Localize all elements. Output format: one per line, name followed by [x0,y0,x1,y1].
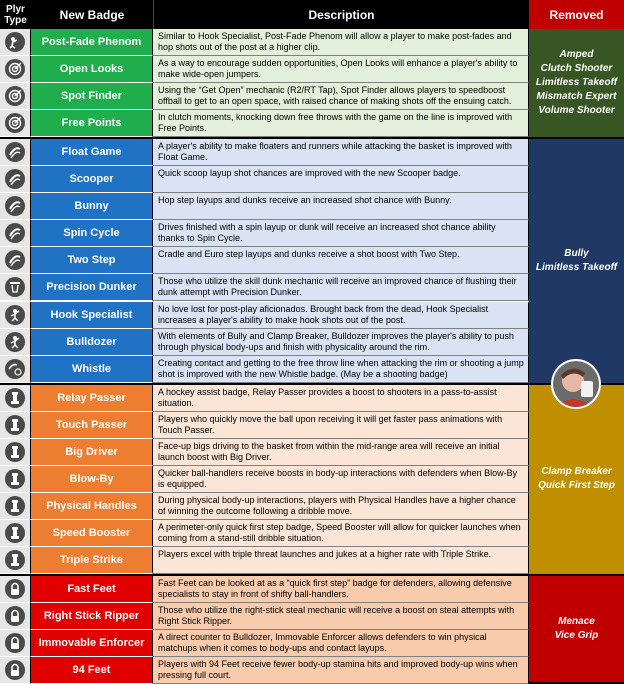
badge-name: Spin Cycle [31,220,153,247]
player-type-cell [0,193,31,220]
table-row [0,139,529,166]
removed-badge-name: Volume Shooter [538,105,615,117]
finishing-icon [5,223,25,243]
removed-badges-defense [529,576,624,684]
removed-badges-playmaking [529,385,624,576]
badge-description: Similar to Hook Specialist, Post-Fade Phenom will allow a player to make post-fades and hop shots out of the post at a higher clip. [153,29,529,56]
table-row [0,302,529,329]
badge-name: Bunny [31,193,153,220]
player-type-cell [0,493,31,520]
badge-name: Blow-By [31,466,153,493]
lock-icon [5,579,25,599]
header-type-line2: Type [4,14,27,26]
header-new-badge: New Badge [31,0,153,29]
badge-name: Bulldozer [31,329,153,356]
playmaking-icon [5,442,25,462]
removed-badge-name: Mismatch Expert [536,91,617,103]
badge-description: Those who utilize the skill dunk mechanic will receive an improved chance of flushing their dunk attempt with Precision Dunker. [153,274,529,301]
table-row [0,520,529,547]
table-row [0,356,529,383]
badge-description: Players who quickly move the ball upon receiving it will get faster pass animations with Touch Passer. [153,412,529,439]
table-row [0,493,529,520]
badge-name: Free Points [31,110,153,137]
badge-description: A perimeter-only quick first step badge, Speed Booster will allow for quicker launches when coming from a stand-still dribble situation. [153,520,529,547]
player-type-cell [0,274,31,301]
badge-description: Using the “Get Open” mechanic (R2/RT Tap), Spot Finder allows players to speedboost offball to get to an open space, with raised chance of making shots off the ensuing catch. [153,83,529,110]
table-row [0,576,529,603]
removed-badge-name: Limitless Takeoff [535,261,618,273]
player-type-cell [0,83,31,110]
table-row [0,166,529,193]
playmaking-icon [5,523,25,543]
removed-badge-name: Clutch Shooter [540,63,613,75]
header-removed: Removed [529,0,624,29]
playmaking-icon [5,469,25,489]
lock-icon [5,606,25,626]
playmaking-icon [5,415,25,435]
badge-description: As a way to encourage sudden opportunities, Open Looks will enhance a player's ability to make wide-open jumpers. [153,56,529,83]
badge-name: Scooper [31,166,153,193]
player-type-cell [0,576,31,603]
player-type-cell [0,412,31,439]
badge-name: Physical Handles [31,493,153,520]
finishing-icon [5,250,25,270]
badge-name: Speed Booster [31,520,153,547]
table-row [0,385,529,412]
badge-name: Float Game [31,139,153,166]
table-row [0,56,529,83]
player-type-cell [0,110,31,137]
player-type-cell [0,166,31,193]
table-row [0,329,529,356]
playmaking-icon [5,550,25,570]
removed-badges-finishing [529,139,624,384]
table-row [0,630,529,657]
badge-name: Touch Passer [31,412,153,439]
removed-badges-shooting [529,29,624,139]
dunk-icon [5,277,25,297]
table-row [0,603,529,630]
badge-description: No love lost for post-play aficionados. Brought back from the dead, Hook Specialist increases a player's ability to make hook shots out of the post. [153,302,529,329]
removed-badge-name: Amped [559,49,594,61]
badge-description: Players excel with triple threat launches and jukes at a higher rate with Triple Strike. [153,547,529,574]
badge-description: Quick scoop layup shot chances are improved with the new Scooper badge. [153,166,529,193]
lock-icon [5,660,25,680]
badge-name: Right Stick Ripper [31,603,153,630]
shooting-target-icon [5,113,25,133]
badge-description: Face-up bigs driving to the basket from within the mid-range area will receive an initial launch boost with Big Driver. [153,439,529,466]
player-type-cell [0,439,31,466]
player-type-cell [0,466,31,493]
removed-badge-name: Quick First Step [538,480,615,492]
badge-name: Immovable Enforcer [31,630,153,657]
badge-name: Relay Passer [31,385,153,412]
removed-badge-name: Vice Grip [554,630,599,642]
badge-description: With elements of Bully and Clamp Breaker, Bulldozer improves the player's ability to push through physical body-ups and finish with physicality around the rim. [153,329,529,356]
finishing-icon [5,196,25,216]
table-row [0,274,529,301]
player-type-cell [0,356,31,383]
finishing-shooting-icon [5,359,25,379]
badge-name: Hook Specialist [31,302,153,329]
table-row [0,466,529,493]
table-row [0,247,529,274]
badge-description: A player's ability to make floaters and runners while attacking the basket is improved with Float Game. [153,139,529,166]
badge-name: Open Looks [31,56,153,83]
shooting-target-icon [5,59,25,79]
badge-description: In clutch moments, knocking down free throws with the game on the line is improved with Free Points. [153,110,529,137]
player-type-cell [0,220,31,247]
badge-name: Fast Feet [31,576,153,603]
table-row [0,412,529,439]
table-row [0,220,529,247]
table-row [0,547,529,574]
player-type-cell [0,247,31,274]
header-player-type [0,0,31,29]
removed-badge-name: Clamp Breaker [541,466,612,478]
player-type-cell [0,29,31,56]
removed-badge-name: Limitless Takeoff [535,77,618,89]
badge-name: Post-Fade Phenom [31,29,153,56]
badge-description: Quicker ball-handlers receive boosts in body-up interactions with defenders when Blow-By is equipped. [153,466,529,493]
badge-name: Whistle [31,356,153,383]
table-row [0,439,529,466]
badge-name: Spot Finder [31,83,153,110]
removed-badge-name: Bully [564,247,589,259]
header-description: Description [153,0,529,29]
lock-icon [5,633,25,653]
player-type-cell [0,385,31,412]
badge-name: Two Step [31,247,153,274]
badge-description: Creating contact and getting to the free throw line when attacking the rim or shooting a jump shot is improved with the new Whistle badge. (May be a shooting badge) [153,356,529,383]
badge-name: 94 Feet [31,657,153,684]
badge-description: Drives finished with a spin layup or dunk will receive an increased shot chance ability thanks to Spin Cycle. [153,220,529,247]
player-type-cell [0,302,31,329]
finishing-icon [5,169,25,189]
playmaking-icon [5,496,25,516]
post-hook-icon [5,305,25,325]
player-type-cell [0,630,31,657]
shooting-target-icon [5,86,25,106]
badge-description: A hockey assist badge, Relay Passer provides a boost to shooters in a pass-to-assist situation. [153,385,529,412]
player-type-cell [0,657,31,684]
player-type-cell [0,547,31,574]
player-type-cell [0,603,31,630]
player-type-cell [0,520,31,547]
badge-description: Cradle and Euro step layups and dunks receive a shot boost with Two Step. [153,247,529,274]
table-row [0,657,529,684]
player-type-cell [0,329,31,356]
badge-description: Fast Feet can be looked at as a “quick first step” badge for defenders, allowing defensive specialists to stay in front of shifty ball-handlers. [153,576,529,603]
playmaking-icon [5,388,25,408]
player-type-cell [0,139,31,166]
removed-badge-name: Menace [558,616,595,628]
table-row [0,29,529,56]
player-type-cell [0,56,31,83]
header-type-line1: Plyr [6,3,25,15]
post-hook-icon [5,332,25,352]
badge-description: During physical body-up interactions, players with Physical Handles have a higher chance of winning the outcome following a dribble move. [153,493,529,520]
table-row [0,83,529,110]
badge-name: Precision Dunker [31,274,153,301]
post-fade-icon [5,32,25,52]
avatar [551,359,601,409]
badge-description: Hop step layups and dunks receive an increased shot chance with Bunny. [153,193,529,220]
table-row [0,110,529,137]
badge-description: A direct counter to Bulldozer, Immovable Enforcer allows defenders to win physical matchups when it comes to body-ups and contact layups. [153,630,529,657]
badge-description: Those who utilize the right-stick steal mechanic will receive a boost on steal attempts with Right Stick Ripper. [153,603,529,630]
badge-name: Triple Strike [31,547,153,574]
badge-description: Players with 94 Feet receive fewer body-up stamina hits and improved body-up wins when pressing full court. [153,657,529,684]
badge-name: Big Driver [31,439,153,466]
table-row [0,193,529,220]
finishing-icon [5,142,25,162]
